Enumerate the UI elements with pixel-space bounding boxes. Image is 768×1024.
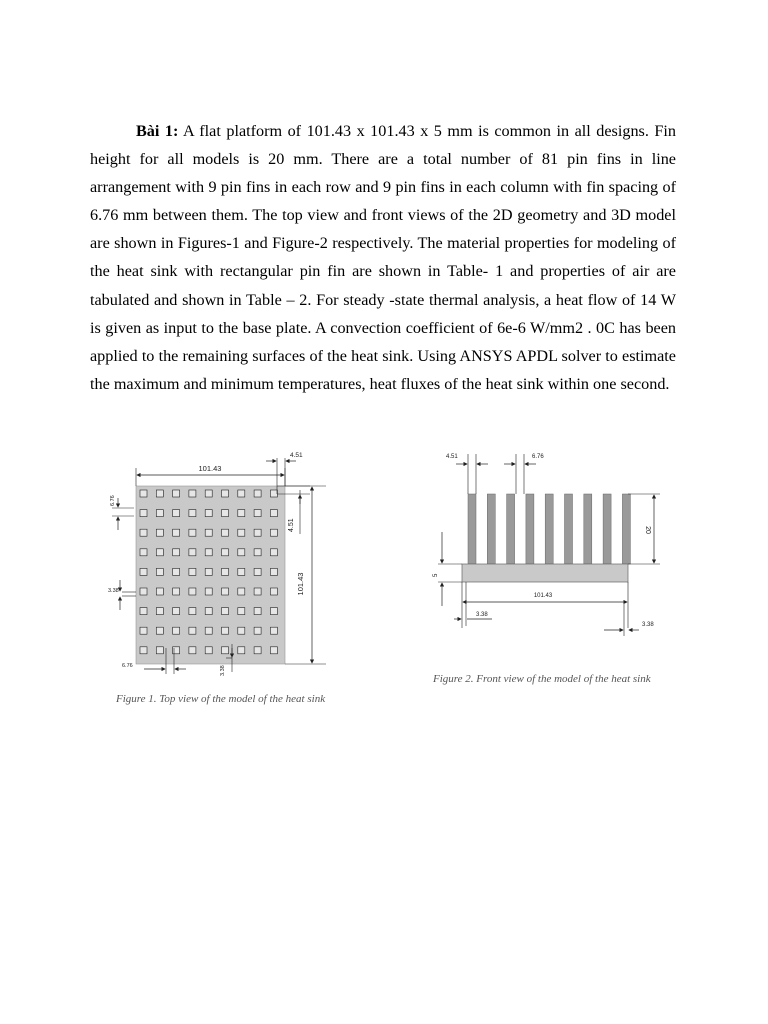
top-view-drawing <box>100 444 340 719</box>
pin-fin <box>222 627 229 634</box>
pin-fin <box>156 627 163 634</box>
pin-fin <box>173 529 180 536</box>
pin-fin <box>222 588 229 595</box>
pin-fin <box>270 608 277 615</box>
pin-fin <box>173 568 180 575</box>
pin-fin <box>270 549 277 556</box>
pin-fin <box>205 627 212 634</box>
pitch-left-label: 6.76 <box>110 495 116 506</box>
pin-fin <box>238 588 245 595</box>
pin-fin <box>156 608 163 615</box>
problem-text: A flat platform of 101.43 x 101.43 x 5 mm is common in all designs. Fin height for all models is 20 mm. There are a total number of 81 pin fins in line arrangement with 9 pin fins in each row and 9 pin fins in each column with fin spacing of 6.76 mm between them. The top view and front views of the 2D geometry and 3D model are shown in Figures-1 and Figure-2 respectively. The material properties for modeling of the heat sink with rectangular pin fin are shown in Table- 1 and properties of air are tabulated and shown in Table – 2. For steady -state thermal analysis, a heat flow of 14 W is given as input to the base plate. A convection coefficient of 6e-6 W/mm2 . 0C has been applied to the remaining surfaces of the heat sink. Using ANSYS APDL solver to estimate the maximum and minimum temperatures, heat fluxes of the heat sink within one second. <box>90 122 676 393</box>
pin-fin <box>173 588 180 595</box>
pin-fin <box>189 529 196 536</box>
pin-fin <box>205 529 212 536</box>
pin-fin <box>222 490 229 497</box>
pin-fin <box>205 549 212 556</box>
pin-fin <box>254 647 261 654</box>
fin <box>526 494 534 564</box>
figure-2-caption: Figure 2. Front view of the model of the heat sink <box>433 673 651 685</box>
pin-fin <box>254 549 261 556</box>
pin-fin <box>189 510 196 517</box>
offset-left-label: 3.38 <box>108 588 119 594</box>
fin <box>487 494 495 564</box>
pin-fin <box>238 627 245 634</box>
pin-fin <box>140 568 147 575</box>
pin-fin-grid <box>140 490 277 654</box>
figure-1 <box>100 444 340 719</box>
pin-fin <box>270 568 277 575</box>
pin-fin <box>173 490 180 497</box>
edge-dimension-label: 4.51 <box>446 454 458 460</box>
pin-fin <box>238 647 245 654</box>
pin-fin <box>140 490 147 497</box>
front-view-drawing <box>428 444 688 694</box>
pin-fin <box>222 529 229 536</box>
pin-fin <box>254 627 261 634</box>
pin-fin <box>270 588 277 595</box>
problem-paragraph <box>90 117 676 398</box>
pin-fin <box>173 647 180 654</box>
pin-fin <box>156 490 163 497</box>
pin-fin <box>173 549 180 556</box>
pin-fin <box>254 588 261 595</box>
pin-fin <box>140 608 147 615</box>
pin-fin <box>222 608 229 615</box>
fin <box>468 494 476 564</box>
pin-fin <box>140 647 147 654</box>
pin-fin <box>222 510 229 517</box>
pin-fin <box>222 549 229 556</box>
fin <box>603 494 611 564</box>
pin-fin <box>173 627 180 634</box>
pin-fin <box>140 588 147 595</box>
pin-fin <box>270 490 277 497</box>
pin-fin <box>140 627 147 634</box>
pin-fin <box>254 490 261 497</box>
pin-fin <box>270 647 277 654</box>
edge-dimension-top-label: 4.51 <box>290 452 303 459</box>
pin-fin <box>156 568 163 575</box>
spacing-dimension-label: 6.76 <box>532 454 544 460</box>
width-dimension-label: 101.43 <box>533 593 553 599</box>
pin-fin <box>205 490 212 497</box>
pin-fin <box>156 549 163 556</box>
pin-fin <box>254 510 261 517</box>
pin-fin <box>205 568 212 575</box>
fin-height-label: 20 <box>644 526 651 534</box>
pin-fin <box>189 588 196 595</box>
pin-fin <box>205 608 212 615</box>
pin-fin <box>189 568 196 575</box>
fin <box>622 494 630 564</box>
pin-fin <box>238 549 245 556</box>
pin-fin <box>270 529 277 536</box>
pin-fin <box>205 510 212 517</box>
pin-fin <box>156 647 163 654</box>
pin-fin <box>238 490 245 497</box>
offset-left-label: 3.38 <box>476 612 488 618</box>
fin-row <box>468 494 630 564</box>
figure-1-caption: Figure 1. Top view of the model of the heat sink <box>116 693 326 705</box>
pin-fin <box>205 647 212 654</box>
width-dimension-label: 101.43 <box>198 464 222 473</box>
pin-fin <box>156 529 163 536</box>
fin <box>584 494 592 564</box>
offset-right-label: 3.38 <box>642 622 654 628</box>
pin-fin <box>140 529 147 536</box>
edge-dimension-side-label: 4.51 <box>288 518 295 532</box>
pin-fin <box>156 510 163 517</box>
pin-fin <box>254 568 261 575</box>
pitch-bottom-label: 6.76 <box>122 663 133 669</box>
pin-fin <box>254 529 261 536</box>
problem-label: Bài 1: <box>136 122 179 140</box>
base-plate-front <box>462 564 628 582</box>
height-dimension-label: 101.43 <box>296 572 305 596</box>
pin-fin <box>238 529 245 536</box>
pin-fin <box>140 510 147 517</box>
pin-fin <box>254 608 261 615</box>
pin-fin <box>173 608 180 615</box>
fin <box>507 494 515 564</box>
pin-fin <box>205 588 212 595</box>
pin-fin <box>238 608 245 615</box>
pin-fin <box>189 647 196 654</box>
pin-fin <box>238 510 245 517</box>
pin-fin <box>189 549 196 556</box>
fin <box>565 494 573 564</box>
figure-2 <box>428 444 688 694</box>
pin-fin <box>189 608 196 615</box>
fin <box>545 494 553 564</box>
pin-fin <box>270 627 277 634</box>
pin-fin <box>238 568 245 575</box>
pin-fin <box>140 549 147 556</box>
pin-fin <box>222 568 229 575</box>
pin-fin <box>189 490 196 497</box>
pin-fin <box>189 627 196 634</box>
pin-fin <box>222 647 229 654</box>
offset-bottom-label: 3.38 <box>220 665 226 676</box>
pin-fin <box>270 510 277 517</box>
base-thickness-label: 5 <box>433 573 439 577</box>
pin-fin <box>173 510 180 517</box>
pin-fin <box>156 588 163 595</box>
